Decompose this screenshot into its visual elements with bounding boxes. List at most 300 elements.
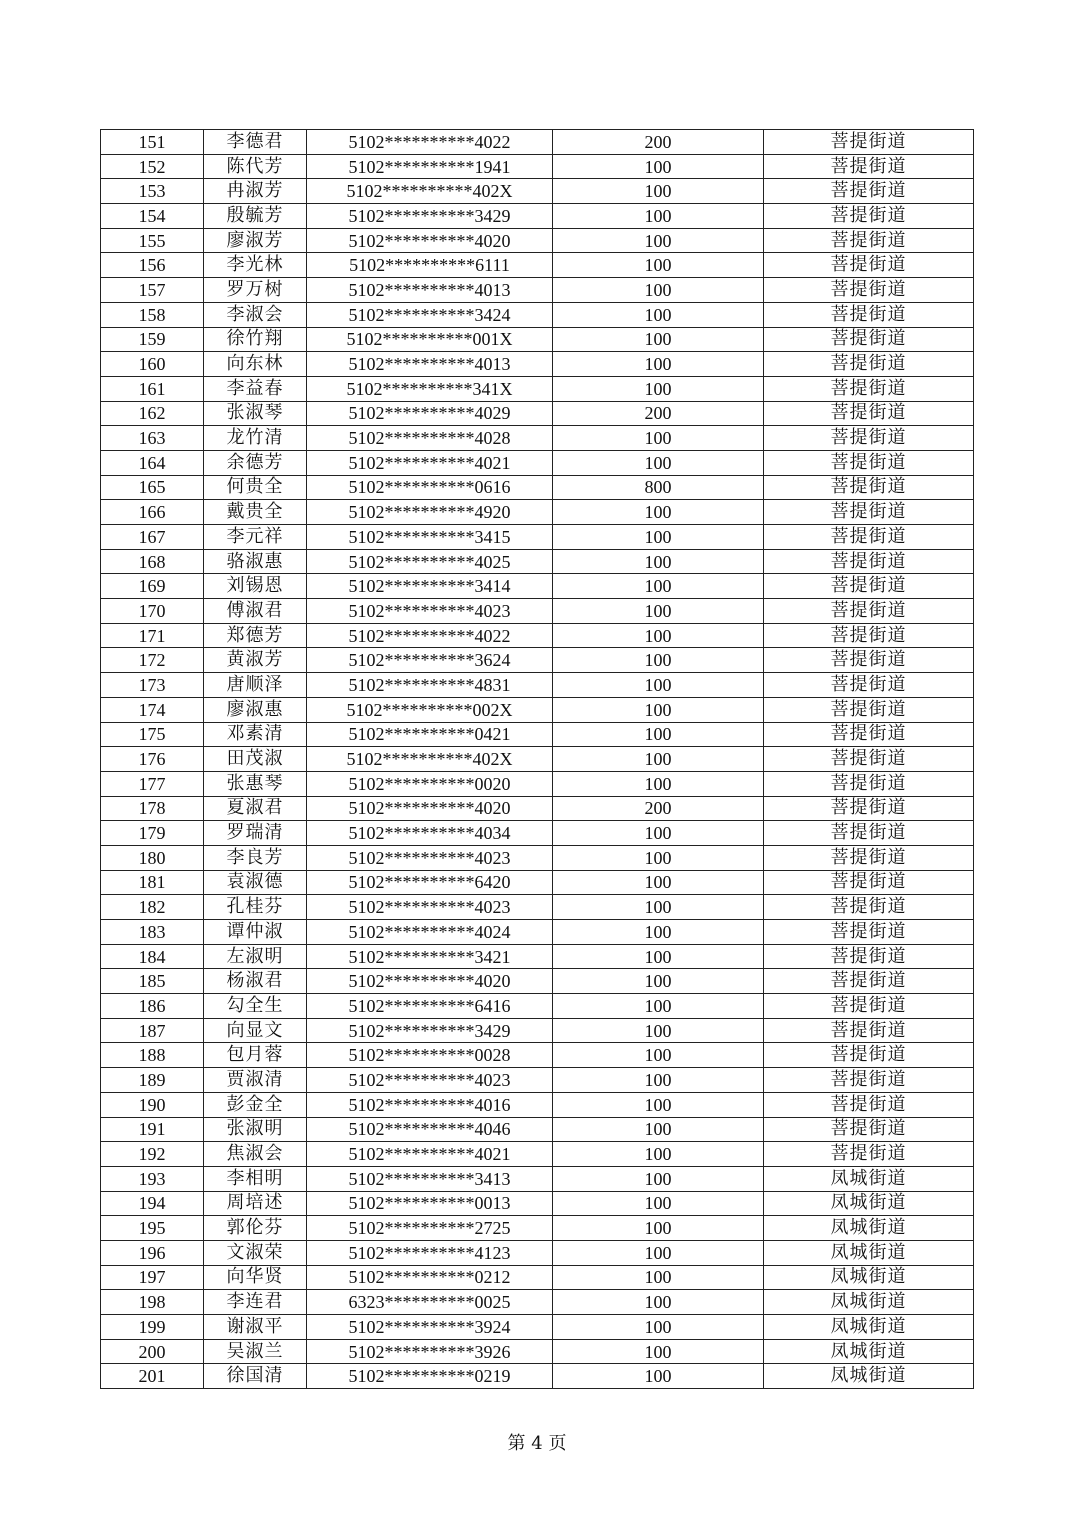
- row-number-cell: 193: [101, 1166, 204, 1191]
- id-number-cell: 5102**********3421: [307, 944, 553, 969]
- table-row: [101, 549, 974, 574]
- table-row: [101, 1339, 974, 1364]
- street-cell: 菩提街道: [764, 179, 974, 204]
- id-number-cell: 5102**********0020: [307, 771, 553, 796]
- name-cell: 张淑明: [204, 1117, 307, 1142]
- name-cell: 谢淑平: [204, 1315, 307, 1340]
- table-row: [101, 1117, 974, 1142]
- row-number-cell: 188: [101, 1043, 204, 1068]
- row-number-cell: 152: [101, 154, 204, 179]
- id-number-cell: 5102**********3424: [307, 302, 553, 327]
- row-number-cell: 184: [101, 944, 204, 969]
- table-row: [101, 969, 974, 994]
- street-cell: 菩提街道: [764, 376, 974, 401]
- amount-cell: 100: [553, 302, 764, 327]
- table-row: [101, 648, 974, 673]
- amount-cell: 100: [553, 1191, 764, 1216]
- street-cell: 凤城街道: [764, 1290, 974, 1315]
- record-table-body: [101, 130, 974, 1389]
- name-cell: 廖淑芳: [204, 228, 307, 253]
- row-number-cell: 182: [101, 895, 204, 920]
- street-cell: 菩提街道: [764, 821, 974, 846]
- street-cell: 菩提街道: [764, 895, 974, 920]
- row-number-cell: 168: [101, 549, 204, 574]
- street-cell: 菩提街道: [764, 994, 974, 1019]
- amount-cell: 800: [553, 475, 764, 500]
- street-cell: 菩提街道: [764, 796, 974, 821]
- amount-cell: 100: [553, 1364, 764, 1389]
- table-row: [101, 302, 974, 327]
- amount-cell: 100: [553, 1068, 764, 1093]
- row-number-cell: 163: [101, 426, 204, 451]
- amount-cell: 100: [553, 426, 764, 451]
- amount-cell: 100: [553, 376, 764, 401]
- street-cell: 菩提街道: [764, 253, 974, 278]
- name-cell: 罗瑞清: [204, 821, 307, 846]
- table-row: [101, 673, 974, 698]
- row-number-cell: 157: [101, 278, 204, 303]
- table-row: [101, 1043, 974, 1068]
- row-number-cell: 181: [101, 870, 204, 895]
- street-cell: 菩提街道: [764, 1092, 974, 1117]
- name-cell: 李益春: [204, 376, 307, 401]
- id-number-cell: 5102**********0421: [307, 722, 553, 747]
- page-number: 第 4 页: [507, 1433, 567, 1454]
- amount-cell: 100: [553, 845, 764, 870]
- amount-cell: 200: [553, 401, 764, 426]
- table-row: [101, 845, 974, 870]
- name-cell: 勾全生: [204, 994, 307, 1019]
- id-number-cell: 5102**********3413: [307, 1166, 553, 1191]
- table-row: [101, 870, 974, 895]
- table-row: [101, 278, 974, 303]
- row-number-cell: 185: [101, 969, 204, 994]
- amount-cell: 100: [553, 771, 764, 796]
- amount-cell: 100: [553, 623, 764, 648]
- row-number-cell: 197: [101, 1265, 204, 1290]
- table-row: [101, 623, 974, 648]
- id-number-cell: 5102**********402X: [307, 747, 553, 772]
- amount-cell: 200: [553, 796, 764, 821]
- name-cell: 唐顺泽: [204, 673, 307, 698]
- row-number-cell: 186: [101, 994, 204, 1019]
- row-number-cell: 165: [101, 475, 204, 500]
- row-number-cell: 173: [101, 673, 204, 698]
- name-cell: 李德君: [204, 130, 307, 155]
- street-cell: 凤城街道: [764, 1166, 974, 1191]
- table-row: [101, 895, 974, 920]
- table-row: [101, 1290, 974, 1315]
- row-number-cell: 169: [101, 574, 204, 599]
- street-cell: 菩提街道: [764, 870, 974, 895]
- row-number-cell: 153: [101, 179, 204, 204]
- id-number-cell: 5102**********4022: [307, 623, 553, 648]
- row-number-cell: 166: [101, 500, 204, 525]
- id-number-cell: 5102**********4020: [307, 969, 553, 994]
- id-number-cell: 5102**********4023: [307, 599, 553, 624]
- amount-cell: 100: [553, 352, 764, 377]
- name-cell: 何贵全: [204, 475, 307, 500]
- amount-cell: 100: [553, 1265, 764, 1290]
- name-cell: 李淑会: [204, 302, 307, 327]
- name-cell: 孔桂芬: [204, 895, 307, 920]
- street-cell: 菩提街道: [764, 697, 974, 722]
- id-number-cell: 5102**********1941: [307, 154, 553, 179]
- row-number-cell: 195: [101, 1216, 204, 1241]
- street-cell: 菩提街道: [764, 673, 974, 698]
- name-cell: 杨淑君: [204, 969, 307, 994]
- table-row: [101, 1166, 974, 1191]
- row-number-cell: 155: [101, 228, 204, 253]
- row-number-cell: 190: [101, 1092, 204, 1117]
- id-number-cell: 5102**********4831: [307, 673, 553, 698]
- name-cell: 向华贤: [204, 1265, 307, 1290]
- street-cell: 凤城街道: [764, 1191, 974, 1216]
- amount-cell: 100: [553, 450, 764, 475]
- id-number-cell: 5102**********4021: [307, 450, 553, 475]
- amount-cell: 100: [553, 1240, 764, 1265]
- street-cell: 菩提街道: [764, 1018, 974, 1043]
- name-cell: 袁淑德: [204, 870, 307, 895]
- name-cell: 刘锡恩: [204, 574, 307, 599]
- street-cell: 凤城街道: [764, 1315, 974, 1340]
- street-cell: 菩提街道: [764, 302, 974, 327]
- name-cell: 焦淑会: [204, 1142, 307, 1167]
- row-number-cell: 201: [101, 1364, 204, 1389]
- street-cell: 凤城街道: [764, 1216, 974, 1241]
- row-number-cell: 178: [101, 796, 204, 821]
- name-cell: 李良芳: [204, 845, 307, 870]
- amount-cell: 100: [553, 599, 764, 624]
- street-cell: 菩提街道: [764, 154, 974, 179]
- amount-cell: 100: [553, 722, 764, 747]
- row-number-cell: 194: [101, 1191, 204, 1216]
- street-cell: 菩提街道: [764, 920, 974, 945]
- street-cell: 菩提街道: [764, 204, 974, 229]
- record-table: [100, 129, 974, 1389]
- amount-cell: 100: [553, 327, 764, 352]
- row-number-cell: 177: [101, 771, 204, 796]
- row-number-cell: 154: [101, 204, 204, 229]
- id-number-cell: 5102**********6416: [307, 994, 553, 1019]
- street-cell: 菩提街道: [764, 599, 974, 624]
- amount-cell: 100: [553, 697, 764, 722]
- amount-cell: 100: [553, 969, 764, 994]
- name-cell: 李连君: [204, 1290, 307, 1315]
- name-cell: 左淑明: [204, 944, 307, 969]
- amount-cell: 100: [553, 870, 764, 895]
- name-cell: 李元祥: [204, 525, 307, 550]
- row-number-cell: 170: [101, 599, 204, 624]
- street-cell: 凤城街道: [764, 1240, 974, 1265]
- table-row: [101, 253, 974, 278]
- amount-cell: 100: [553, 1043, 764, 1068]
- row-number-cell: 164: [101, 450, 204, 475]
- id-number-cell: 5102**********4920: [307, 500, 553, 525]
- amount-cell: 100: [553, 895, 764, 920]
- table-row: [101, 500, 974, 525]
- name-cell: 郑德芳: [204, 623, 307, 648]
- table-row: [101, 426, 974, 451]
- table-row: [101, 450, 974, 475]
- name-cell: 徐国清: [204, 1364, 307, 1389]
- table-row: [101, 944, 974, 969]
- table-row: [101, 1240, 974, 1265]
- table-row: [101, 1018, 974, 1043]
- name-cell: 李光林: [204, 253, 307, 278]
- row-number-cell: 151: [101, 130, 204, 155]
- id-number-cell: 5102**********341X: [307, 376, 553, 401]
- name-cell: 殷毓芳: [204, 204, 307, 229]
- amount-cell: 100: [553, 1092, 764, 1117]
- id-number-cell: 5102**********4013: [307, 278, 553, 303]
- table-row: [101, 376, 974, 401]
- amount-cell: 100: [553, 821, 764, 846]
- street-cell: 菩提街道: [764, 450, 974, 475]
- id-number-cell: 5102**********0212: [307, 1265, 553, 1290]
- id-number-cell: 5102**********0219: [307, 1364, 553, 1389]
- id-number-cell: 5102**********002X: [307, 697, 553, 722]
- row-number-cell: 196: [101, 1240, 204, 1265]
- table-row: [101, 179, 974, 204]
- id-number-cell: 5102**********4034: [307, 821, 553, 846]
- row-number-cell: 159: [101, 327, 204, 352]
- table-row: [101, 920, 974, 945]
- street-cell: 菩提街道: [764, 648, 974, 673]
- table-row: [101, 1191, 974, 1216]
- name-cell: 黄淑芳: [204, 648, 307, 673]
- street-cell: 凤城街道: [764, 1265, 974, 1290]
- street-cell: 菩提街道: [764, 352, 974, 377]
- id-number-cell: 5102**********3429: [307, 204, 553, 229]
- row-number-cell: 174: [101, 697, 204, 722]
- id-number-cell: 5102**********3924: [307, 1315, 553, 1340]
- table-row: [101, 130, 974, 155]
- street-cell: 菩提街道: [764, 228, 974, 253]
- amount-cell: 100: [553, 154, 764, 179]
- amount-cell: 100: [553, 673, 764, 698]
- id-number-cell: 5102**********4016: [307, 1092, 553, 1117]
- table-row: [101, 796, 974, 821]
- name-cell: 李相明: [204, 1166, 307, 1191]
- street-cell: 菩提街道: [764, 771, 974, 796]
- row-number-cell: 167: [101, 525, 204, 550]
- street-cell: 菩提街道: [764, 549, 974, 574]
- id-number-cell: 5102**********3926: [307, 1339, 553, 1364]
- table-row: [101, 327, 974, 352]
- id-number-cell: 5102**********402X: [307, 179, 553, 204]
- street-cell: 菩提街道: [764, 525, 974, 550]
- amount-cell: 100: [553, 278, 764, 303]
- table-row: [101, 1265, 974, 1290]
- name-cell: 张惠琴: [204, 771, 307, 796]
- street-cell: 凤城街道: [764, 1339, 974, 1364]
- table-row: [101, 574, 974, 599]
- name-cell: 文淑荣: [204, 1240, 307, 1265]
- street-cell: 菩提街道: [764, 1068, 974, 1093]
- name-cell: 陈代芳: [204, 154, 307, 179]
- amount-cell: 100: [553, 179, 764, 204]
- name-cell: 戴贵全: [204, 500, 307, 525]
- table-row: [101, 821, 974, 846]
- row-number-cell: 199: [101, 1315, 204, 1340]
- row-number-cell: 172: [101, 648, 204, 673]
- row-number-cell: 179: [101, 821, 204, 846]
- table-row: [101, 228, 974, 253]
- id-number-cell: 5102**********6111: [307, 253, 553, 278]
- row-number-cell: 176: [101, 747, 204, 772]
- street-cell: 菩提街道: [764, 1117, 974, 1142]
- id-number-cell: 5102**********4025: [307, 549, 553, 574]
- name-cell: 张淑琴: [204, 401, 307, 426]
- id-number-cell: 5102**********3624: [307, 648, 553, 673]
- table-row: [101, 204, 974, 229]
- street-cell: 菩提街道: [764, 969, 974, 994]
- amount-cell: 100: [553, 1166, 764, 1191]
- amount-cell: 100: [553, 500, 764, 525]
- name-cell: 郭伦芬: [204, 1216, 307, 1241]
- table-row: [101, 722, 974, 747]
- amount-cell: 100: [553, 204, 764, 229]
- id-number-cell: 5102**********4022: [307, 130, 553, 155]
- name-cell: 夏淑君: [204, 796, 307, 821]
- name-cell: 骆淑惠: [204, 549, 307, 574]
- table-row: [101, 1092, 974, 1117]
- name-cell: 冉淑芳: [204, 179, 307, 204]
- name-cell: 周培述: [204, 1191, 307, 1216]
- id-number-cell: 5102**********4046: [307, 1117, 553, 1142]
- table-row: [101, 525, 974, 550]
- id-number-cell: 5102**********4020: [307, 796, 553, 821]
- name-cell: 廖淑惠: [204, 697, 307, 722]
- id-number-cell: 6323**********0025: [307, 1290, 553, 1315]
- street-cell: 凤城街道: [764, 1364, 974, 1389]
- amount-cell: 100: [553, 1142, 764, 1167]
- street-cell: 菩提街道: [764, 426, 974, 451]
- id-number-cell: 5102**********4024: [307, 920, 553, 945]
- name-cell: 彭金全: [204, 1092, 307, 1117]
- name-cell: 吴淑兰: [204, 1339, 307, 1364]
- name-cell: 向显文: [204, 1018, 307, 1043]
- street-cell: 菩提街道: [764, 944, 974, 969]
- street-cell: 菩提街道: [764, 747, 974, 772]
- row-number-cell: 175: [101, 722, 204, 747]
- id-number-cell: 5102**********4023: [307, 895, 553, 920]
- amount-cell: 100: [553, 994, 764, 1019]
- name-cell: 贾淑清: [204, 1068, 307, 1093]
- name-cell: 包月蓉: [204, 1043, 307, 1068]
- id-number-cell: 5102**********0616: [307, 475, 553, 500]
- table-row: [101, 697, 974, 722]
- amount-cell: 100: [553, 920, 764, 945]
- table-row: [101, 1364, 974, 1389]
- street-cell: 菩提街道: [764, 130, 974, 155]
- table-row: [101, 994, 974, 1019]
- name-cell: 龙竹清: [204, 426, 307, 451]
- row-number-cell: 187: [101, 1018, 204, 1043]
- amount-cell: 100: [553, 944, 764, 969]
- row-number-cell: 183: [101, 920, 204, 945]
- id-number-cell: 5102**********4029: [307, 401, 553, 426]
- id-number-cell: 5102**********4028: [307, 426, 553, 451]
- amount-cell: 100: [553, 228, 764, 253]
- name-cell: 徐竹翔: [204, 327, 307, 352]
- amount-cell: 100: [553, 1315, 764, 1340]
- id-number-cell: 5102**********001X: [307, 327, 553, 352]
- table-row: [101, 154, 974, 179]
- street-cell: 菩提街道: [764, 1043, 974, 1068]
- street-cell: 菩提街道: [764, 722, 974, 747]
- id-number-cell: 5102**********6420: [307, 870, 553, 895]
- row-number-cell: 171: [101, 623, 204, 648]
- street-cell: 菩提街道: [764, 574, 974, 599]
- table-row: [101, 771, 974, 796]
- amount-cell: 100: [553, 1290, 764, 1315]
- row-number-cell: 198: [101, 1290, 204, 1315]
- row-number-cell: 160: [101, 352, 204, 377]
- table-row: [101, 747, 974, 772]
- street-cell: 菩提街道: [764, 500, 974, 525]
- row-number-cell: 180: [101, 845, 204, 870]
- table-row: [101, 1216, 974, 1241]
- name-cell: 邓素清: [204, 722, 307, 747]
- amount-cell: 100: [553, 549, 764, 574]
- id-number-cell: 5102**********4023: [307, 845, 553, 870]
- amount-cell: 100: [553, 1339, 764, 1364]
- amount-cell: 200: [553, 130, 764, 155]
- table-row: [101, 1068, 974, 1093]
- id-number-cell: 5102**********4023: [307, 1068, 553, 1093]
- street-cell: 菩提街道: [764, 401, 974, 426]
- id-number-cell: 5102**********4123: [307, 1240, 553, 1265]
- id-number-cell: 5102**********4021: [307, 1142, 553, 1167]
- amount-cell: 100: [553, 747, 764, 772]
- amount-cell: 100: [553, 1216, 764, 1241]
- id-number-cell: 5102**********0028: [307, 1043, 553, 1068]
- id-number-cell: 5102**********4013: [307, 352, 553, 377]
- row-number-cell: 162: [101, 401, 204, 426]
- street-cell: 菩提街道: [764, 278, 974, 303]
- street-cell: 菩提街道: [764, 1142, 974, 1167]
- id-number-cell: 5102**********2725: [307, 1216, 553, 1241]
- row-number-cell: 158: [101, 302, 204, 327]
- name-cell: 傅淑君: [204, 599, 307, 624]
- name-cell: 罗万树: [204, 278, 307, 303]
- table-row: [101, 352, 974, 377]
- street-cell: 菩提街道: [764, 475, 974, 500]
- street-cell: 菩提街道: [764, 845, 974, 870]
- row-number-cell: 200: [101, 1339, 204, 1364]
- table-row: [101, 401, 974, 426]
- street-cell: 菩提街道: [764, 623, 974, 648]
- amount-cell: 100: [553, 1018, 764, 1043]
- id-number-cell: 5102**********3414: [307, 574, 553, 599]
- id-number-cell: 5102**********0013: [307, 1191, 553, 1216]
- amount-cell: 100: [553, 1117, 764, 1142]
- name-cell: 田茂淑: [204, 747, 307, 772]
- row-number-cell: 189: [101, 1068, 204, 1093]
- amount-cell: 100: [553, 574, 764, 599]
- row-number-cell: 192: [101, 1142, 204, 1167]
- id-number-cell: 5102**********3415: [307, 525, 553, 550]
- amount-cell: 100: [553, 525, 764, 550]
- table-row: [101, 1142, 974, 1167]
- amount-cell: 100: [553, 648, 764, 673]
- table-row: [101, 599, 974, 624]
- amount-cell: 100: [553, 253, 764, 278]
- id-number-cell: 5102**********3429: [307, 1018, 553, 1043]
- row-number-cell: 161: [101, 376, 204, 401]
